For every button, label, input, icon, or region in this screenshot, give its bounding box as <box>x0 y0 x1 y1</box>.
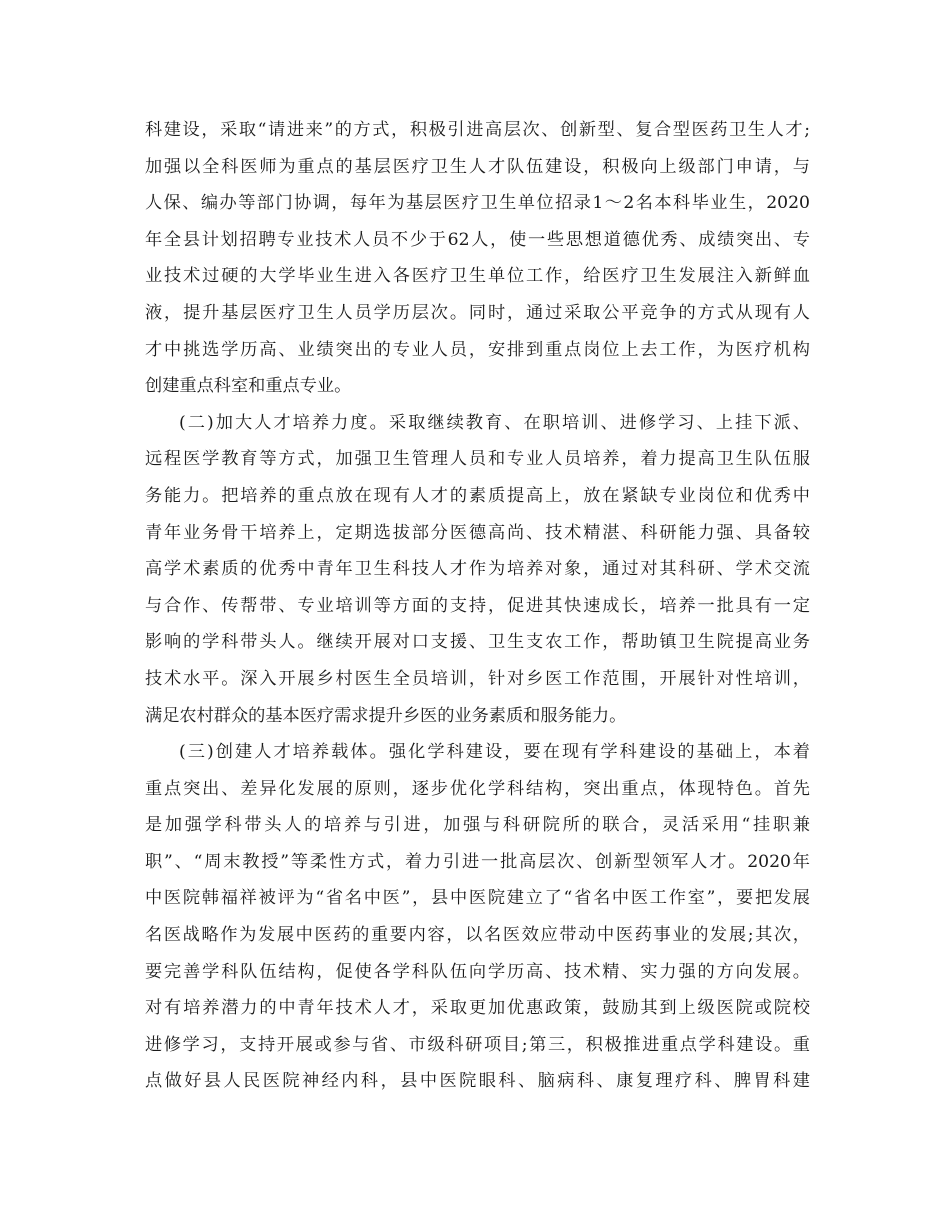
text-line: 重点突出、差异化发展的原则，逐步优化学科结构，突出重点，体现特色。首先 <box>145 778 810 799</box>
text-line: 满足农村群众的基本医疗需求提升乡医的业务素质和服务能力。 <box>145 705 627 726</box>
text-line: 对有培养潜力的中青年技术人才，采取更加优惠政策，鼓励其到上级医院或院校 <box>145 998 810 1019</box>
text-line: 点做好县人民医院神经内科，县中医院眼科、脑病科、康复理疗科、脾胃科建 <box>145 1071 810 1092</box>
text-line: 高学术素质的优秀中青年卫生科技人才作为培养对象，通过对其科研、学术交流 <box>145 559 810 580</box>
text-line: 与合作、传帮带、专业培训等方面的支持，促进其快速成长，培养一批具有一定 <box>145 595 810 616</box>
text-line: 创建重点科室和重点专业。 <box>145 376 352 397</box>
text-line: 业技术过硬的大学毕业生进入各医疗卫生单位工作，给医疗卫生发展注入新鲜血 <box>145 266 810 287</box>
text-line: 加强以全科医师为重点的基层医疗卫生人才队伍建设，积极向上级部门申请，与 <box>145 156 810 177</box>
text-line: 中医院韩福祥被评为“省名中医”，县中医院建立了“省名中医工作室”，要把发展 <box>145 888 810 909</box>
text-line: 名医战略作为发展中医药的重要内容，以名医效应带动中医药事业的发展;其次， <box>145 925 810 946</box>
text-line: 技术水平。深入开展乡村医生全员培训，针对乡医工作范围，开展针对性培训， <box>145 668 810 689</box>
text-line: 远程医学教育等方式，加强卫生管理人员和专业人员培养，着力提高卫生队伍服 <box>145 449 810 470</box>
text-line: (三)创建人才培养载体。强化学科建设，要在现有学科建设的基础上，本着 <box>179 742 810 763</box>
text-line: 液，提升基层医疗卫生人员学历层次。同时，通过采取公平竞争的方式从现有人 <box>145 302 810 323</box>
text-line: 人保、编办等部门协调，每年为基层医疗卫生单位招录1～2名本科毕业生，2020 <box>145 193 810 214</box>
body-text <box>145 112 810 1100</box>
text-line: 职”、“周末教授”等柔性方式，着力引进一批高层次、创新型领军人才。2020年 <box>145 851 810 872</box>
text-line: 青年业务骨干培养上，定期选拔部分医德高尚、技术精湛、科研能力强、具备较 <box>145 522 810 543</box>
text-line: 务能力。把培养的重点放在现有人才的素质提高上，放在紧缺专业岗位和优秀中 <box>145 485 810 506</box>
text-line: 是加强学科带头人的培养与引进，加强与科研院所的联合，灵活采用“挂职兼 <box>145 815 810 836</box>
text-line: 年全县计划招聘专业技术人员不少于62人，使一些思想道德优秀、成绩突出、专 <box>145 229 810 250</box>
text-line: 要完善学科队伍结构，促使各学科队伍向学历高、技术精、实力强的方向发展。 <box>145 961 810 982</box>
text-line: (二)加大人才培养力度。采取继续教育、在职培训、进修学习、上挂下派、 <box>179 412 810 433</box>
text-line: 进修学习，支持开展或参与省、市级科研项目;第三，积极推进重点学科建设。重 <box>145 1034 810 1055</box>
text-line: 才中挑选学历高、业绩突出的专业人员，安排到重点岗位上去工作，为医疗机构 <box>145 339 810 360</box>
text-line: 科建设，采取“请进来”的方式，积极引进高层次、创新型、复合型医药卫生人才; <box>145 120 810 140</box>
text-line: 影响的学科带头人。继续开展对口支援、卫生支农工作，帮助镇卫生院提高业务 <box>145 632 810 653</box>
